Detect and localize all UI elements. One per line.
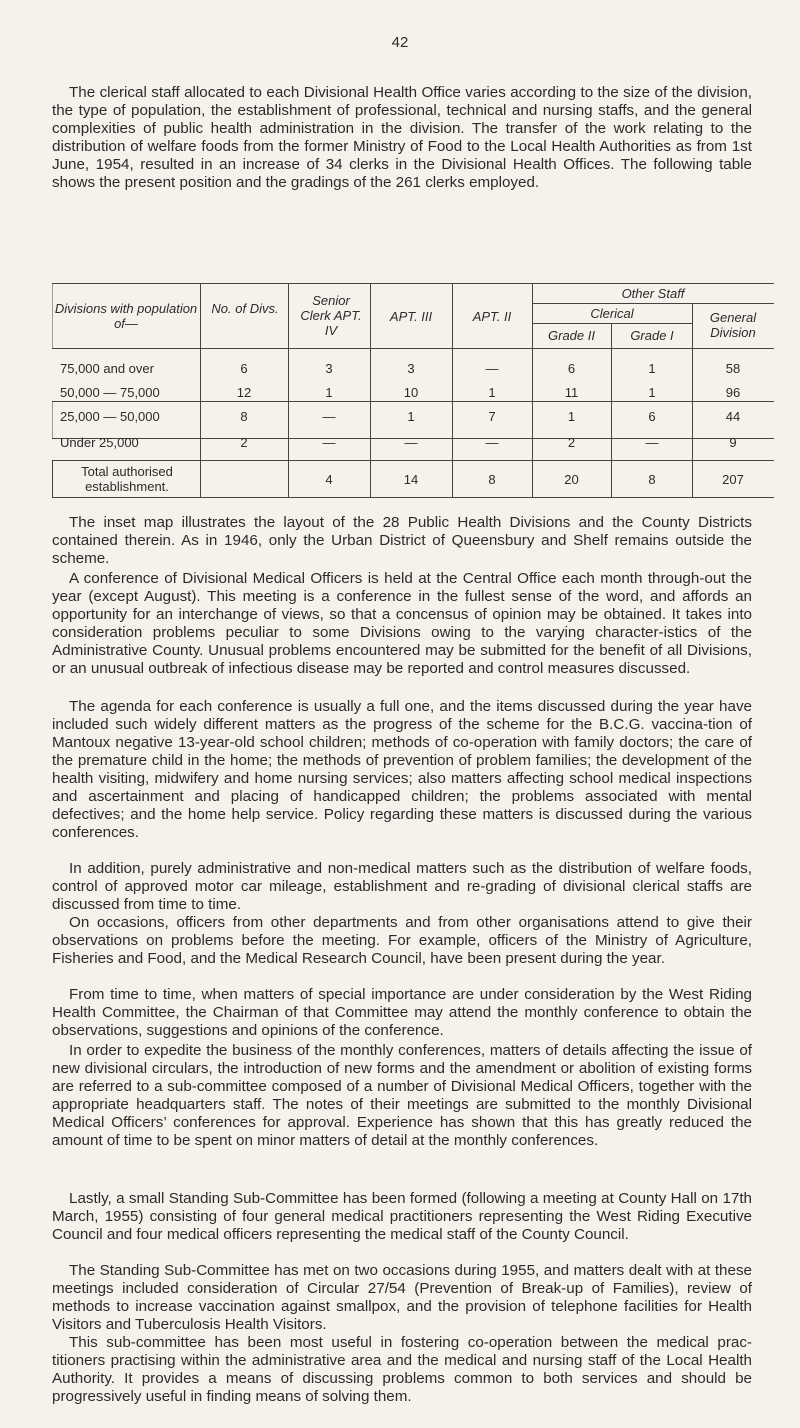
total-general: 207 bbox=[722, 472, 744, 487]
cell-general: 96 bbox=[725, 385, 741, 400]
cell-divs: 2 bbox=[240, 435, 248, 450]
row-label: 75,000 and over bbox=[60, 361, 154, 376]
total-apt3: 14 bbox=[403, 472, 419, 487]
header-grade-1: Grade I bbox=[630, 328, 674, 343]
cell-apt4: 3 bbox=[325, 361, 333, 376]
cell-apt2: — bbox=[485, 361, 499, 376]
header-no-divs: No. of Divs. bbox=[211, 301, 279, 316]
cell-apt3: 3 bbox=[407, 361, 415, 376]
header-grade-2: Grade II bbox=[548, 328, 595, 343]
total-apt2: 8 bbox=[488, 472, 496, 487]
row-label: 25,000 — 50,000 bbox=[60, 409, 160, 424]
cell-grade2: 1 bbox=[567, 409, 576, 424]
paragraph: In addition, purely administrative and non-medical matters such as the distribution of welfare foods, control of approved motor car mileage, establishment and re-grading of divisional clerical staffs are discussed from time to time. bbox=[52, 860, 752, 913]
cell-apt4: — bbox=[322, 435, 336, 450]
cell-grade2: 6 bbox=[567, 361, 576, 376]
cell-grade1: — bbox=[645, 435, 659, 450]
page-number: 42 bbox=[391, 34, 409, 51]
cell-grade1: 6 bbox=[648, 409, 656, 424]
total-apt4: 4 bbox=[325, 472, 333, 487]
total-label: Total authorised establishment. bbox=[81, 464, 173, 494]
header-senior-clerk: Senior Clerk APT. IV bbox=[300, 293, 362, 338]
cell-apt4: 1 bbox=[325, 385, 333, 400]
header-apt2: APT. II bbox=[472, 309, 512, 324]
cell-apt2: — bbox=[485, 435, 499, 450]
row-label: 50,000 — 75,000 bbox=[60, 385, 160, 400]
paragraph: The agenda for each conference is usually a full one, and the items discussed during the year have included such widely different matters as the progress of the scheme for the B.C.G. vaccina-tion of Mantoux negative 13-year-old school children; methods of co-operation with family doctors; the care of the premature child in the home; the methods of prevention of problem families; the development of the health visiting, midwifery and home nursing services; also matters affecting school medical inspections and ascertainment and placing of handicapped children; the problems associated with mental defectives; and the home help service. Policy regarding these matters is discussed during the various conferences. bbox=[52, 698, 752, 841]
total-grade1: 8 bbox=[648, 472, 656, 487]
cell-apt3: 10 bbox=[403, 385, 419, 400]
cell-general: 9 bbox=[729, 435, 737, 450]
cell-divs: 6 bbox=[240, 361, 248, 376]
paragraph: In order to expedite the business of the monthly conferences, matters of details affecting the issue of new divisional circulars, the introduction of new forms and the amendment or abolition of existing forms are referred to a sub-committee composed of a number of Divisional Medical Officers, together with the appropriate headquarters staff. The notes of their meetings are submitted to the monthly Divisional Medical Officers’ conferences for approval. Experience has shown that this has greatly reduced the amount of time to be spent on minor matters of detail at the monthly conferences. bbox=[52, 1042, 752, 1149]
cell-general: 44 bbox=[725, 409, 741, 424]
intro-paragraph: The clerical staff allocated to each Divisional Health Office varies according to the size of the division, the type of population, the establishment of professional, technical and nursing staffs, and the general complexities of public health administration in the division. The transfer of the work relating to the distribution of welfare foods from the former Ministry of Food to the Local Health Authorities as from 1st June, 1954, resulted in an increase of 34 clerks in the Divisional Health Offices. The following table shows the present position and the gradings of the 261 clerks employed. bbox=[52, 84, 752, 191]
row-label: Under 25,000 bbox=[60, 435, 139, 450]
header-clerical: Clerical bbox=[590, 306, 634, 321]
cell-grade1: 1 bbox=[648, 361, 656, 376]
paragraph: From time to time, when matters of special importance are under consideration by the West Riding Health Committee, the Chairman of that Committee may attend the monthly conference to obtain the observations, suggestions and opinions of the conference. bbox=[52, 986, 752, 1039]
cell-general: 58 bbox=[725, 361, 741, 376]
cell-divs: 12 bbox=[236, 385, 252, 400]
cell-apt3: — bbox=[404, 435, 418, 450]
paragraph: A conference of Divisional Medical Officers is held at the Central Office each month through-out the year (except August). This meeting is a conference in the fullest sense of the word, and affords an opportunity for an interchange of views, so that a concensus of opinion may be obtained. It takes into consideration problems peculiar to some Divisions owing to the varying character-istics of the Administrative County. Unusual problems encountered may be submitted for the benefit of all Divisions, or an unusual outbreak of infectious disease may be reported and control measures discussed. bbox=[52, 570, 752, 677]
paragraph: On occasions, officers from other departments and from other organisations attend to give their observations on problems before the meeting. For example, officers of the Ministry of Agriculture, Fisheries and Food, and the Medical Research Council, have been present during the year. bbox=[52, 914, 752, 967]
rule-col1-total bbox=[200, 460, 201, 497]
paragraph: Lastly, a small Standing Sub-Committee has been formed (following a meeting at County Hall on 17th March, 1955) consisting of four general medical practitioners representing the West Riding Executive Council and four medical officers representing the medical staff of the County Council. bbox=[52, 1190, 752, 1243]
cell-apt3: 1 bbox=[407, 409, 415, 424]
cell-apt4: — bbox=[322, 409, 336, 424]
cell-divs: 8 bbox=[240, 409, 248, 424]
cell-grade2: 11 bbox=[564, 385, 579, 400]
header-general-division: General Division bbox=[709, 310, 757, 340]
cell-apt2: 1 bbox=[488, 385, 496, 400]
total-grade2: 20 bbox=[564, 472, 579, 487]
cell-grade2: 2 bbox=[567, 435, 576, 450]
rule-left-total bbox=[52, 460, 53, 497]
paragraph: This sub-committee has been most useful in fostering co-operation between the medical prac-titioners practising within the administrative area and the medical and nursing staff of the Local Health Authority. It provides a means of discussing problems common to both services and should be progressively useful in finding means of solving them. bbox=[52, 1334, 752, 1405]
table-extension-rules bbox=[52, 283, 774, 483]
paragraph: The inset map illustrates the layout of the 28 Public Health Divisions and the County Districts contained therein. As in 1946, only the Urban District of Queensbury and Shelf remains outside the scheme. bbox=[52, 514, 752, 567]
header-divisions: Divisions with population of— bbox=[54, 301, 198, 331]
rule-total-top bbox=[52, 460, 774, 461]
paragraph: The Standing Sub-Committee has met on two occasions during 1955, and matters dealt with at these meetings included consideration of Circular 27/54 (Prevention of Break-up of Families), review of methods to increase vaccination against smallpox, and the provision of telephone facilities for Health Visitors and Tuberculosis Health Visitors. bbox=[52, 1262, 752, 1333]
cell-apt2: 7 bbox=[488, 409, 496, 424]
rule-bottom bbox=[52, 497, 774, 498]
header-apt3: APT. III bbox=[389, 309, 433, 324]
cell-grade1: 1 bbox=[648, 385, 656, 400]
header-other-staff: Other Staff bbox=[621, 286, 685, 301]
